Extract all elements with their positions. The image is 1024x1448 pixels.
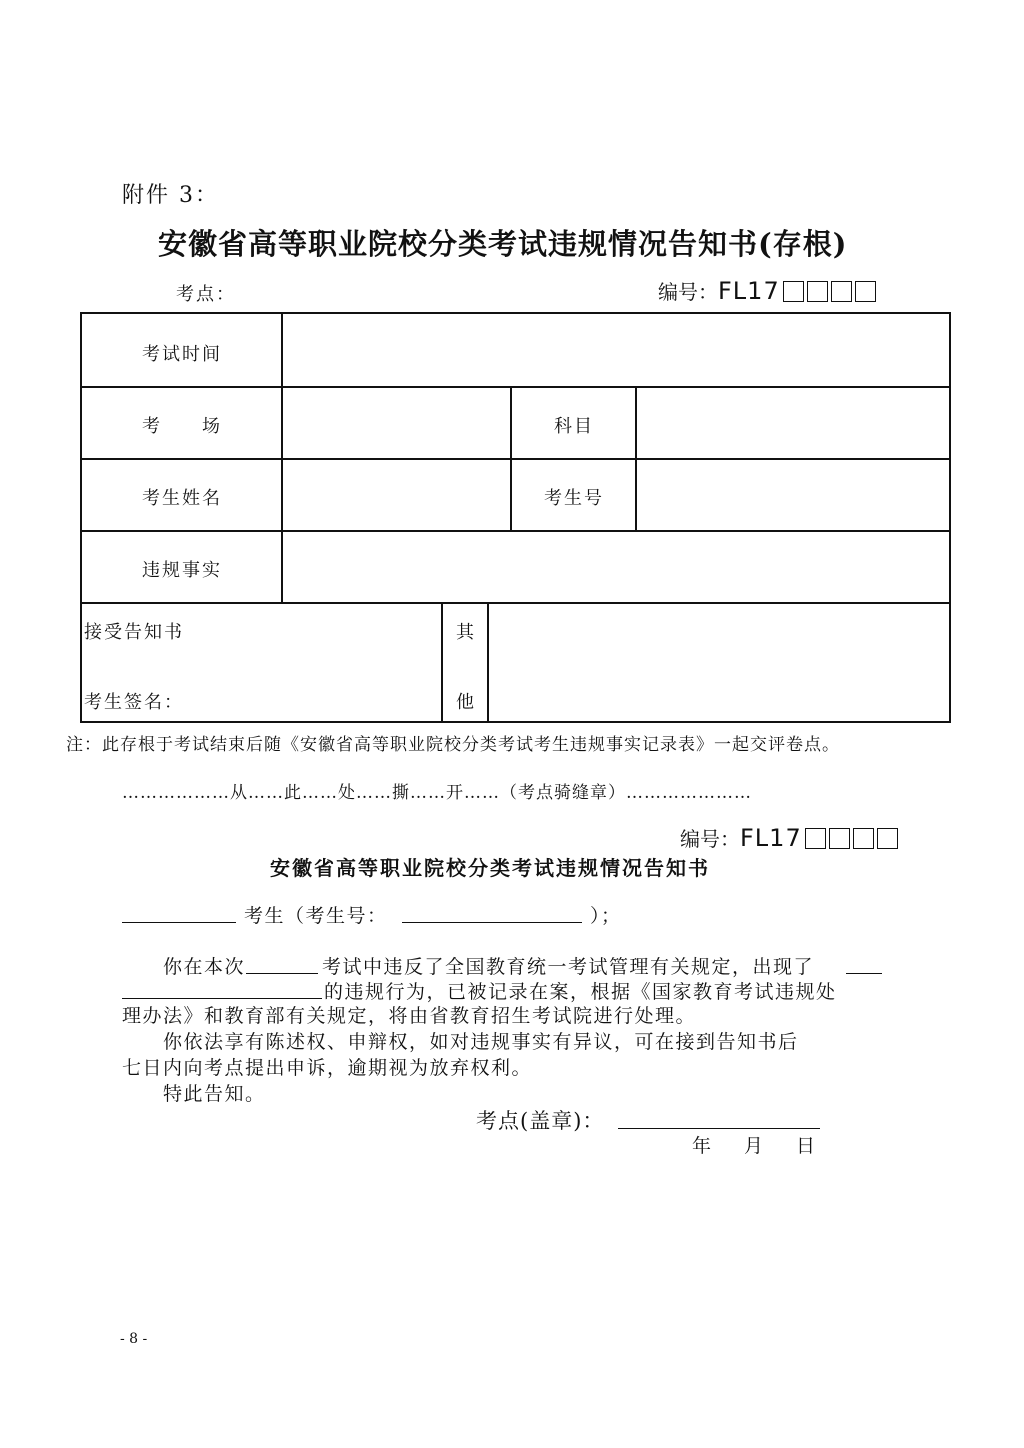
serial-blank-boxes [780, 281, 876, 307]
paragraph-1-end: 理办法》和教育部有关规定，将由省教育招生考试院进行处理。 [122, 1005, 697, 1027]
exam-site-label: 考点： [176, 284, 236, 305]
accept-notice-label: 接受告知书 [84, 622, 184, 643]
paragraph-3: 特此告知。 [163, 1083, 266, 1105]
notice-serial-number [680, 823, 898, 854]
stub-note: 注：此存根于考试结束后随《安徽省高等职业院校分类考试考生违规事实记录表》一起交评卷点。 [66, 735, 840, 755]
date-year: 年 [692, 1135, 713, 1157]
paragraph-1-middle: 考试中违反了全国教育统一考试管理有关规定，出现了 [322, 956, 815, 978]
violation-blank-2 [122, 998, 322, 999]
exam-time-label: 考试时间 [142, 344, 222, 365]
stub-title: 安徽省高等职业院校分类考试违规情况告知书(存根) [158, 227, 848, 261]
other-label-top: 其 [456, 622, 476, 643]
other-label-bottom: 他 [456, 692, 476, 713]
serial-label: 编号： [680, 827, 740, 851]
candidate-name-label: 考生姓名 [142, 488, 222, 509]
exam-room-label: 考 场 [142, 416, 222, 437]
serial-label: 编号： [658, 280, 718, 304]
serial-code: FL17 [718, 277, 780, 305]
attachment-label: 附件 3： [122, 183, 219, 208]
candidate-number-blank [402, 922, 582, 923]
notice-title: 安徽省高等职业院校分类考试违规情况告知书 [270, 856, 710, 880]
exam-name-blank [246, 973, 318, 974]
name-blank [122, 922, 236, 923]
tear-line: ………………从……此……处……撕……开……（考点骑缝章）………………… [122, 783, 752, 803]
violation-blank-1 [846, 973, 882, 974]
stub-table [80, 312, 951, 723]
stamp-blank [618, 1128, 820, 1129]
paragraph-2-end: 七日内向考点提出申诉，逾期视为放弃权利。 [122, 1057, 533, 1079]
candidate-line-end: ）； [590, 905, 622, 927]
subject-label: 科目 [554, 416, 594, 437]
page-number: - 8 - [120, 1331, 148, 1347]
paragraph-2-start: 你依法享有陈述权、申辩权，如对违规事实有异议，可在接到告知书后 [163, 1031, 799, 1053]
stamp-label: 考点(盖章)： [476, 1109, 605, 1133]
candidate-number-label: 考生号 [544, 488, 604, 509]
paragraph-1-start: 你在本次 [163, 956, 246, 978]
candidate-line: 考生（考生号： [244, 905, 388, 927]
paragraph-1-continued: 的违规行为，已被记录在案，根据《国家教育考试违规处 [324, 981, 837, 1003]
serial-code: FL17 [740, 824, 802, 852]
date-day: 日 [796, 1135, 817, 1157]
date-month: 月 [744, 1135, 765, 1157]
serial-blank-boxes [802, 828, 898, 854]
candidate-signature-label: 考生签名： [84, 692, 184, 713]
violation-fact-label: 违规事实 [142, 560, 222, 581]
stub-serial-number [658, 276, 876, 307]
